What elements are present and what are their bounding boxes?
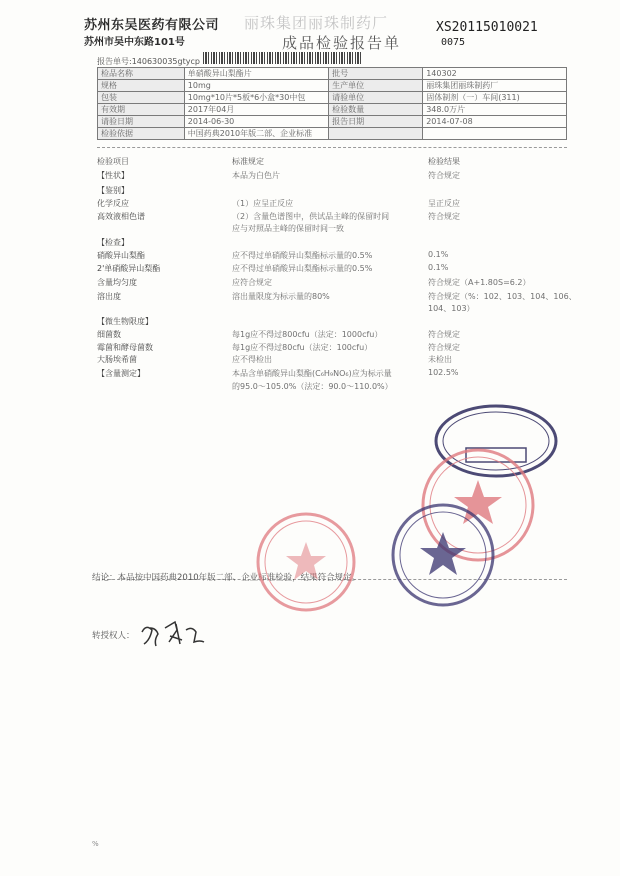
result-item: 化学反应 <box>97 199 129 208</box>
result-standard: 溶出量限度为标示量的80% <box>232 292 330 301</box>
result-item: 细菌数 <box>97 330 121 339</box>
signer-label: 转授权人： <box>92 631 135 641</box>
result-value: 符合规定（%：102、103、104、106、 <box>428 292 577 301</box>
result-item: 【性状】 <box>97 171 129 180</box>
faded-manufacturer-title: 丽珠集团丽珠制药厂 <box>244 14 389 32</box>
result-standard: （2）含量色谱图中，供试品主峰的保留时间 <box>232 212 390 221</box>
company-address: 苏州市吴中东路101号 <box>84 37 185 48</box>
result-standard: 的95.0～105.0%（法定：90.0～110.0%） <box>232 382 393 391</box>
result-value: 符合规定（A+1.80S=6.2） <box>428 278 531 287</box>
result-standard: 本品含单硝酸异山梨酯(C₆H₉NO₆)应为标示量 <box>232 369 392 378</box>
result-value: 0.1% <box>428 250 449 259</box>
info-label: 规格 <box>98 80 185 92</box>
result-item: 【含量测定】 <box>97 369 145 378</box>
info-label: 请验单位 <box>329 92 423 104</box>
info-label: 报告日期 <box>329 116 423 128</box>
info-label: 请验日期 <box>98 116 185 128</box>
result-item: 霉菌和酵母菌数 <box>97 343 153 352</box>
result-value: 符合规定 <box>428 171 460 180</box>
conclusion-text: 结论：本品按中国药典2010年版二部、企业标准检验，结果符合规定。 <box>92 573 361 583</box>
info-label: 生产单位 <box>329 80 423 92</box>
info-label: 检验依据 <box>98 128 185 140</box>
result-item: 含量均匀度 <box>97 278 137 287</box>
stamp-red-left <box>258 514 354 610</box>
serial-suffix: 0075 <box>441 37 466 48</box>
result-standard: （1）应呈正反应 <box>232 199 294 208</box>
result-standard: 应与对照品主峰的保留时间一致 <box>232 224 344 233</box>
results-header-item: 检验项目 <box>97 157 129 166</box>
info-label: 检验数量 <box>329 104 423 116</box>
result-value: 符合规定 <box>428 343 460 352</box>
result-item: 高效液相色谱 <box>97 212 145 221</box>
info-value: 丽珠集团丽珠制药厂 <box>423 80 567 92</box>
result-value: 符合规定 <box>428 212 460 221</box>
info-value: 348.0万片 <box>423 104 567 116</box>
info-value: 10mg <box>184 80 328 92</box>
result-value: 呈正反应 <box>428 199 460 208</box>
report-title: 成品检验报告单 <box>282 34 402 52</box>
result-standard: 应符合规定 <box>232 278 272 287</box>
result-item: 硝酸异山梨酯 <box>97 251 145 260</box>
serial-number: XS20115010021 <box>436 20 538 35</box>
info-label: 有效期 <box>98 104 185 116</box>
info-value: 10mg*10片*5板*6小盒*30中包 <box>184 92 328 104</box>
info-value: 2014-06-30 <box>184 116 328 128</box>
company-name: 苏州东吴医药有限公司 <box>84 18 220 33</box>
result-standard: 每1g应不得过800cfu（法定：1000cfu） <box>232 330 383 339</box>
info-value: 2014-07-08 <box>423 116 567 128</box>
result-item: 溶出度 <box>97 292 121 301</box>
info-label: 检品名称 <box>98 68 185 80</box>
stamp-company-inspection <box>436 406 556 476</box>
result-standard: 应不得检出 <box>232 355 272 364</box>
result-item: 【鉴别】 <box>97 186 129 195</box>
report-number: 报告单号:140630035gtycp <box>97 57 200 66</box>
result-item: 大肠埃希菌 <box>97 355 137 364</box>
handwritten-signature <box>142 622 204 646</box>
info-label: 包装 <box>98 92 185 104</box>
result-standard: 每1g应不得过80cfu（法定：100cfu） <box>232 343 373 352</box>
result-item: 2'单硝酸异山梨酯 <box>97 264 161 273</box>
result-value: 102.5% <box>428 368 459 377</box>
result-value: 104、103） <box>428 304 475 313</box>
page-mark: % <box>92 840 99 848</box>
result-value: 0.1% <box>428 263 449 272</box>
info-label: 批号 <box>329 68 423 80</box>
info-value: 单硝酸异山梨酯片 <box>184 68 328 80</box>
result-standard: 本品为白色片 <box>232 171 280 180</box>
result-item: 【微生物限度】 <box>97 317 153 326</box>
result-value: 符合规定 <box>428 330 460 339</box>
info-value: 中国药典2010年版二部、企业标准 <box>184 128 328 140</box>
stamp-distributor <box>393 505 493 605</box>
info-value: 2017年04月 <box>184 104 328 116</box>
result-value: 未检出 <box>428 355 452 364</box>
results-header-standard: 标准规定 <box>232 157 264 166</box>
results-header-result: 检验结果 <box>428 157 460 166</box>
result-item: 【检查】 <box>97 238 129 247</box>
result-standard: 应不得过单硝酸异山梨酯标示量的0.5% <box>232 264 373 273</box>
info-value: 140302 <box>423 68 567 80</box>
info-value: 固体制剂（一）车间(311) <box>423 92 567 104</box>
result-standard: 应不得过单硝酸异山梨酯标示量的0.5% <box>232 251 373 260</box>
